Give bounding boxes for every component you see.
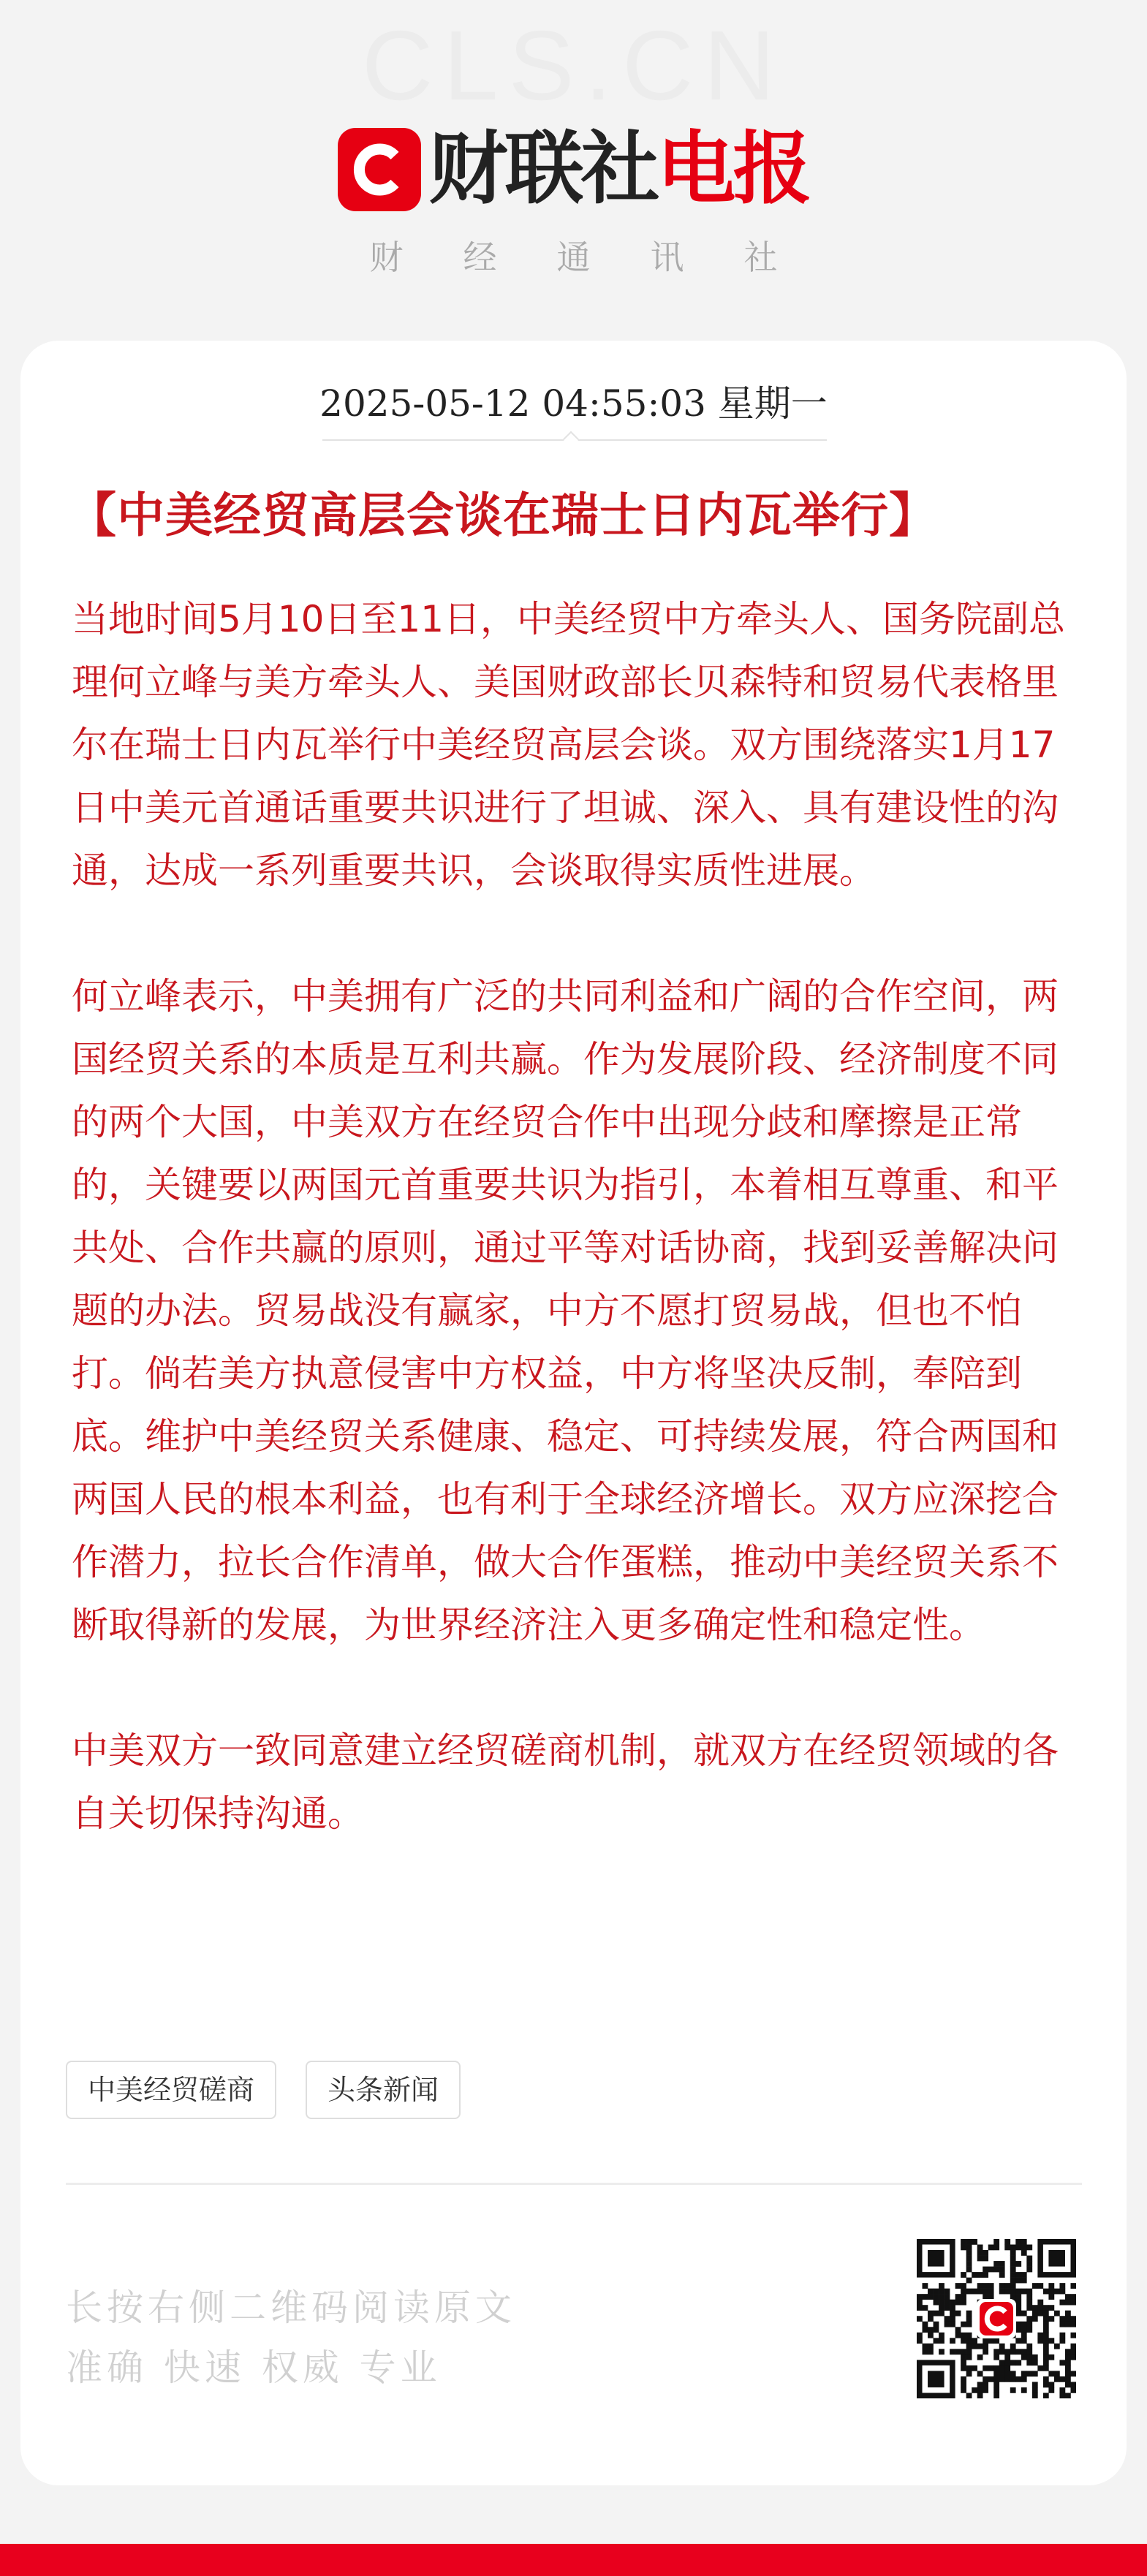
qr-code-icon[interactable]	[917, 2239, 1076, 2398]
article-body	[72, 588, 1088, 1845]
watermark: CLS.CN	[361, 10, 786, 121]
tag-list	[66, 2061, 461, 2119]
brand-name-main: 财联社	[428, 124, 657, 215]
promo-line: 长按右侧二维码阅读原文	[66, 2287, 516, 2329]
footer-bar	[0, 2544, 1147, 2576]
cls-logo-icon	[338, 128, 421, 211]
promo-line: 准确 快速 权威 专业	[66, 2346, 442, 2389]
tag-chip[interactable]: 中美经贸磋商	[66, 2061, 276, 2119]
article-paragraph: 何立峰表示，中美拥有广泛的共同利益和广阔的合作空间，两国经贸关系的本质是互利共赢。作为发展阶段、经济制度不同的两个大国，中美双方在经贸合作中出现分歧和摩擦是正常的，关键要以两国元首重要共识为指引，本着相互尊重、和平共处、合作共赢的原则，通过平等对话协商，找到妥善解决问题的办法。贸易战没有赢家，中方不愿打贸易战，但也不怕打。倘若美方执意侵害中方权益，中方将坚决反制，奉陪到底。维护中美经贸关系健康、稳定、可持续发展，符合两国和两国人民的根本利益，也有利于全球经济增长。双方应深挖合作潜力，拉长合作清单，做大合作蛋糕，推动中美经贸关系不断取得新的发展，为世界经济注入更多确定性和稳定性。	[72, 975, 1059, 1646]
brand-tagline: 财经通讯社	[369, 238, 838, 277]
article-paragraph: 当地时间5月10日至11日，中美经贸中方牵头人、国务院副总理何立峰与美方牵头人、美国财政部长贝森特和贸易代表格里尔在瑞士日内瓦举行中美经贸高层会谈。双方围绕落实1月17日中美元首通话重要共识进行了坦诚、深入、具有建设性的沟通，达成一系列重要共识，会谈取得实质性进展。	[72, 598, 1066, 892]
brand-logo	[0, 126, 1147, 213]
brand-name-accent: 电报	[656, 124, 809, 215]
date-divider-notch	[563, 431, 580, 448]
article-datetime: 2025-05-12 04:55:03 星期一	[319, 382, 828, 425]
article-title: 【中美经贸高层会谈在瑞士日内瓦举行】	[69, 488, 938, 543]
brand-name	[428, 126, 809, 213]
promo-text	[66, 2278, 516, 2398]
article-paragraph: 中美双方一致同意建立经贸磋商机制，就双方在经贸领域的各自关切保持沟通。	[72, 1730, 1059, 1835]
article-card	[20, 341, 1127, 2485]
footer-divider	[66, 2183, 1082, 2185]
tag-chip[interactable]: 头条新闻	[306, 2061, 461, 2119]
